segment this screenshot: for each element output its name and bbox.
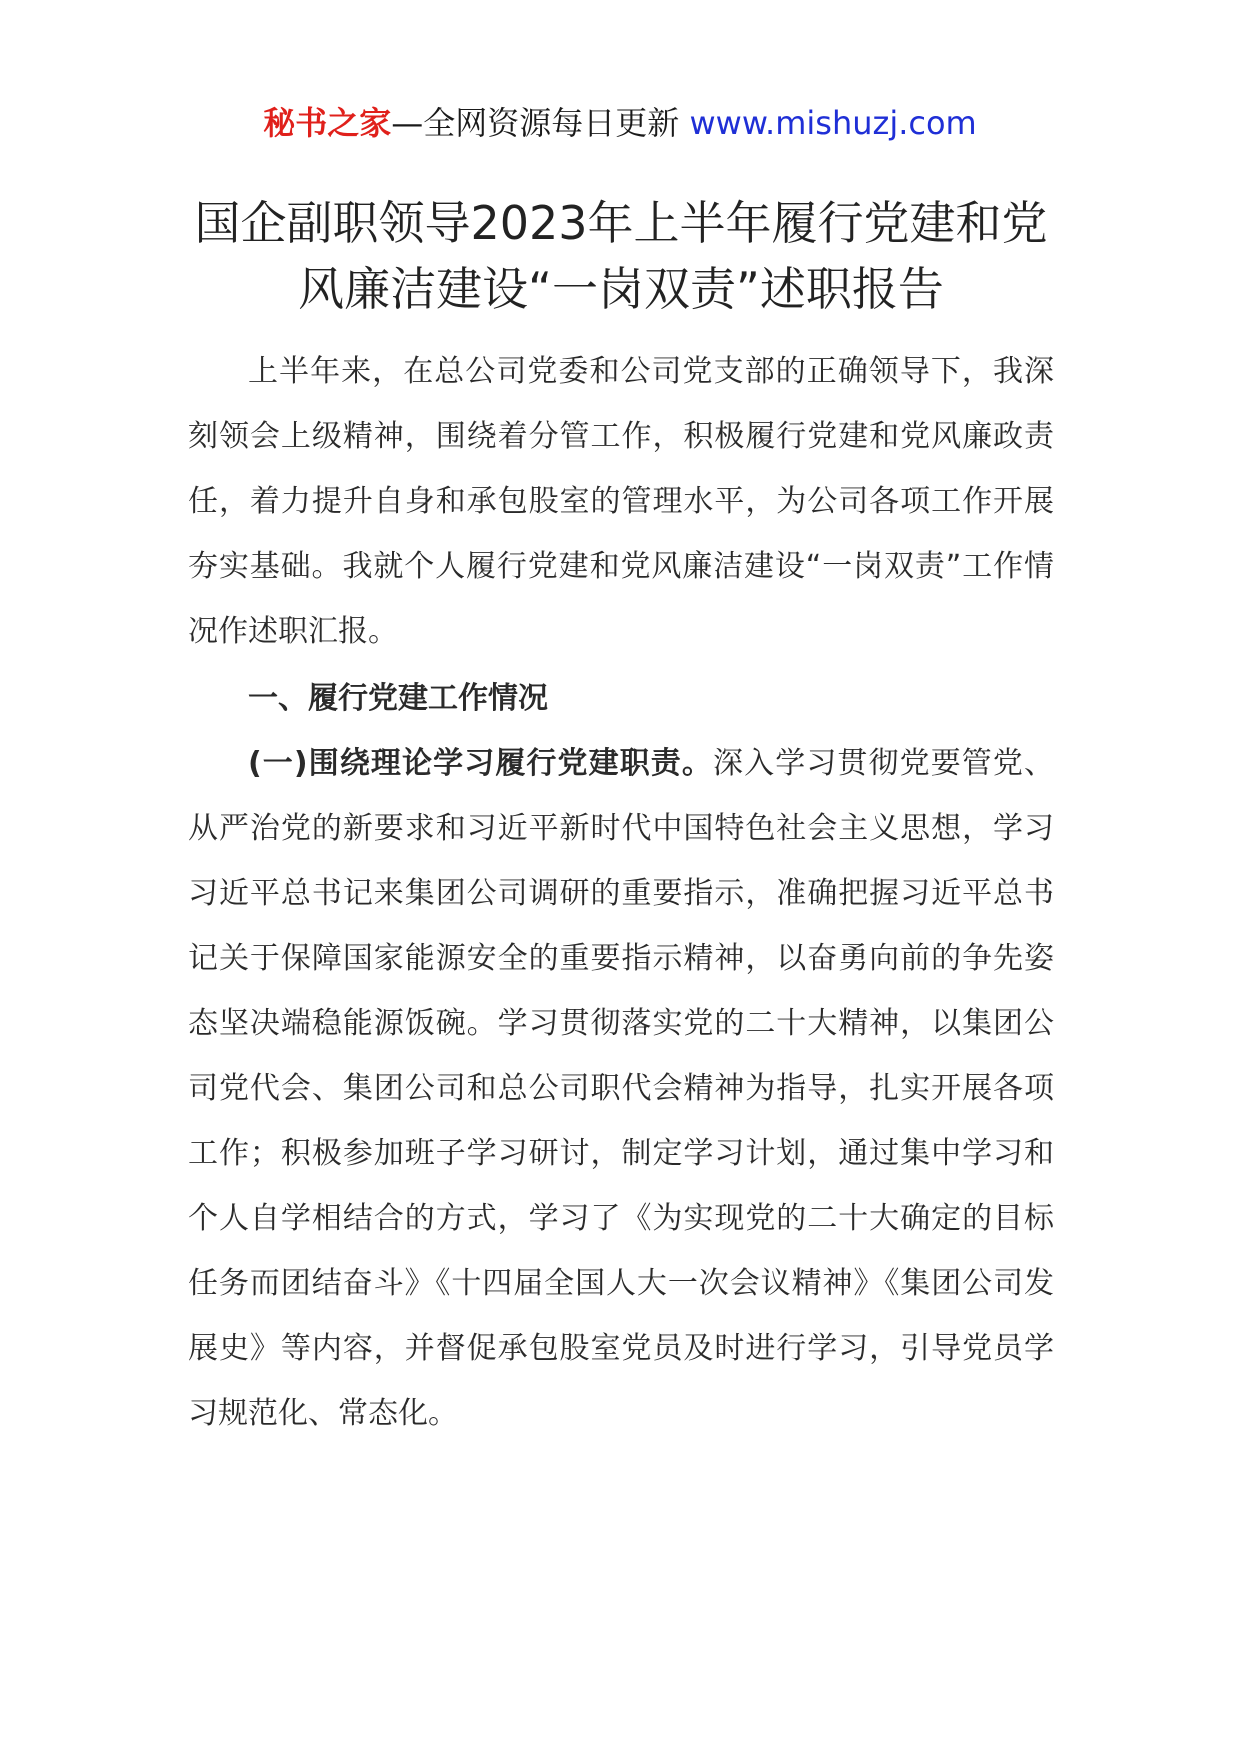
document-title: 国企副职领导2023年上半年履行党建和党风廉洁建设“一岗双责”述职报告 [194, 196, 1048, 316]
document-body [188, 339, 1054, 1446]
site-header [0, 100, 1240, 146]
site-url-link[interactable]: www.mishuzj.com [689, 104, 977, 142]
subsection-lead: (一)围绕理论学习履行党建职责。 [248, 746, 714, 781]
subsection-paragraph [188, 731, 1054, 1446]
site-brand: 秘书之家 [263, 104, 392, 142]
site-slogan: —全网资源每日更新 [391, 104, 680, 142]
intro-paragraph: 上半年来，在总公司党委和公司党支部的正确领导下，我深刻领会上级精神，围绕着分管工作，积极履行党建和党风廉政责任，着力提升自身和承包股室的管理水平，为公司各项工作开展夯实基础。我就个人履行党建和党风廉洁建设“一岗双责”工作情况作述职汇报。 [188, 354, 1054, 649]
subsection-text: 深入学习贯彻党要管党、从严治党的新要求和习近平新时代中国特色社会主义思想，学习习近平总书记来集团公司调研的重要指示，准确把握习近平总书记关于保障国家能源安全的重要指示精神，以奋勇向前的争先姿态坚决端稳能源饭碗。学习贯彻落实党的二十大精神，以集团公司党代会、集团公司和总公司职代会精神为指导，扎实开展各项工作；积极参加班子学习研讨，制定学习计划，通过集中学习和个人自学相结合的方式，学习了《为实现党的二十大确定的目标任务而团结奋斗》《十四届全国人大一次会议精神》《集团公司发展史》等内容，并督促承包股室党员及时进行学习，引导党员学习规范化、常态化。 [188, 746, 1055, 1431]
section-heading: 一、履行党建工作情况 [248, 681, 548, 716]
